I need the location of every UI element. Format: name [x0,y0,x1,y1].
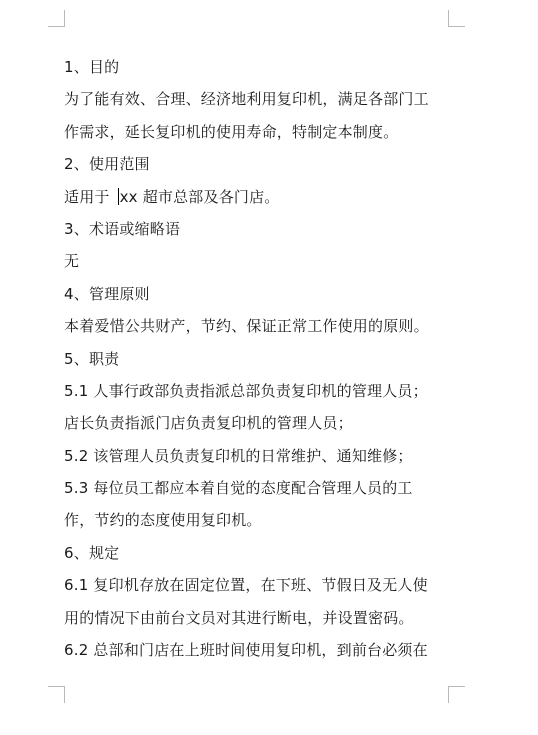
section-heading-purpose: 1、目的 [64,58,120,76]
section-heading-principles: 4、管理原则 [64,284,150,303]
paragraph-line: 5.2 该管理人员负责复印机的日常维护、通知维修； [64,446,413,465]
paragraph-line-with-cursor [64,181,464,213]
paragraph-line: 5.1 人事行政部负责指派总部负责复印机的管理人员； [64,381,428,400]
paragraph-line: 店长负责指派门店负责复印机的管理人员； [64,414,353,433]
paragraph-line: 6.2 总部和门店在上班时间使用复印机，到前台必须在 [64,641,428,660]
margin-corner-bottom-right [448,686,465,703]
paragraph-line: 为了能有效、合理、经济地利用复印机，满足各部门工 [64,90,429,109]
paragraph-line-text: xx 超市总部及各门店。 [119,187,280,206]
paragraph-line: 5.3 每位员工都应本着自觉的态度配合管理人员的工 [64,479,413,498]
section-heading-rules: 6、规定 [64,543,120,562]
margin-corner-top-right [448,10,465,27]
margin-corner-top-left [48,10,65,27]
section-heading-duties: 5、职责 [64,349,120,368]
paragraph-line: 作，节约的态度使用复印机。 [64,511,262,530]
paragraph-line: 作需求，延长复印机的使用寿命，特制定本制度。 [64,122,399,141]
margin-corner-bottom-left [48,686,65,703]
paragraph-line: 用的情况下由前台文员对其进行断电，并设置密码。 [64,608,414,627]
section-heading-scope: 2、使用范围 [64,155,150,174]
paragraph-line: 无 [64,252,80,271]
paragraph-line: 本着爱惜公共财产，节约、保证正常工作使用的原则。 [64,317,429,336]
section-heading-terms: 3、术语或缩略语 [64,219,181,238]
paragraph-line-text-before-cursor: 适用于 [64,187,115,206]
document-body[interactable] [64,51,464,666]
paragraph-line: 6.1 复印机存放在固定位置，在下班、节假日及无人使 [64,576,428,595]
text-cursor [118,188,119,205]
